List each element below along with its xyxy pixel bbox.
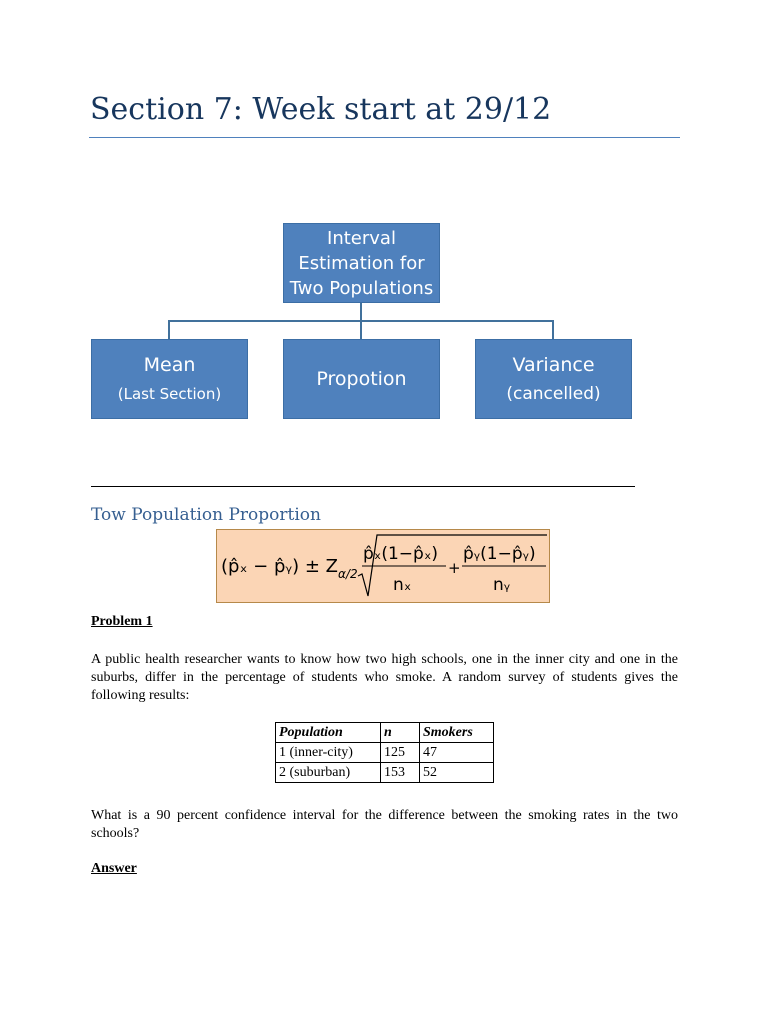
- table-header: Smokers: [420, 723, 494, 743]
- table-cell: 2 (suburban): [276, 763, 381, 783]
- node-mean-sublabel: (Last Section): [117, 385, 222, 403]
- section-divider: [91, 486, 635, 487]
- formula-lead: (p̂ₓ − p̂ᵧ) ± Z: [221, 556, 338, 577]
- node-variance-label: Variance: [512, 354, 595, 376]
- problem-heading: Problem 1: [91, 614, 153, 629]
- node-mean-label: Mean: [143, 354, 196, 376]
- section-heading: Tow Population Proportion: [91, 505, 321, 525]
- title-underline: [89, 137, 680, 138]
- formula-z-subscript: α/2: [338, 567, 358, 581]
- connector-vertical-variance: [552, 320, 554, 339]
- formula-term1-numerator: p̂ₓ(1−p̂ₓ): [363, 544, 438, 564]
- formula-plus: +: [448, 559, 461, 577]
- table-header: n: [381, 723, 420, 743]
- table-cell: 47: [420, 743, 494, 763]
- root-line-2: Estimation for: [298, 252, 425, 274]
- connector-vertical-proportion: [360, 320, 362, 339]
- formula-term2-denominator: nᵧ: [493, 575, 511, 595]
- formula-term1-denominator: nₓ: [393, 575, 412, 595]
- problem-text: A public health researcher wants to know how two high schools, one in the inner city and one in the suburbs, differ in the percentage of students who smoke. A random survey of students gives the following results:: [91, 652, 678, 703]
- table-cell: 1 (inner-city): [276, 743, 381, 763]
- table-header: Population: [276, 723, 381, 743]
- table-row: [276, 743, 494, 763]
- diagram-node-mean: [91, 339, 248, 419]
- table-cell: 52: [420, 763, 494, 783]
- node-variance-sublabel: (cancelled): [506, 384, 601, 404]
- problem-question: What is a 90 percent confidence interval for the difference between the smoking rates in the two schools?: [91, 808, 678, 841]
- diagram-node-proportion: [283, 339, 440, 419]
- connector-vertical-root: [360, 303, 362, 320]
- root-line-3: Two Populations: [289, 277, 434, 299]
- formula-svg: [217, 530, 549, 602]
- table-cell: 125: [381, 743, 420, 763]
- table-row: [276, 763, 494, 783]
- results-table: [275, 722, 494, 783]
- diagram-node-variance: [475, 339, 632, 419]
- table-header-row: [276, 723, 494, 743]
- diagram-root-node: [283, 223, 440, 303]
- answer-heading: Answer: [91, 861, 137, 876]
- page-title: Section 7: Week start at 29/12: [90, 92, 552, 127]
- formula-box: [216, 529, 550, 603]
- formula-term2-numerator: p̂ᵧ(1−p̂ᵧ): [463, 544, 536, 564]
- table-cell: 153: [381, 763, 420, 783]
- root-line-1: Interval: [327, 227, 396, 249]
- connector-vertical-mean: [168, 320, 170, 339]
- node-proportion-label: Propotion: [316, 368, 407, 390]
